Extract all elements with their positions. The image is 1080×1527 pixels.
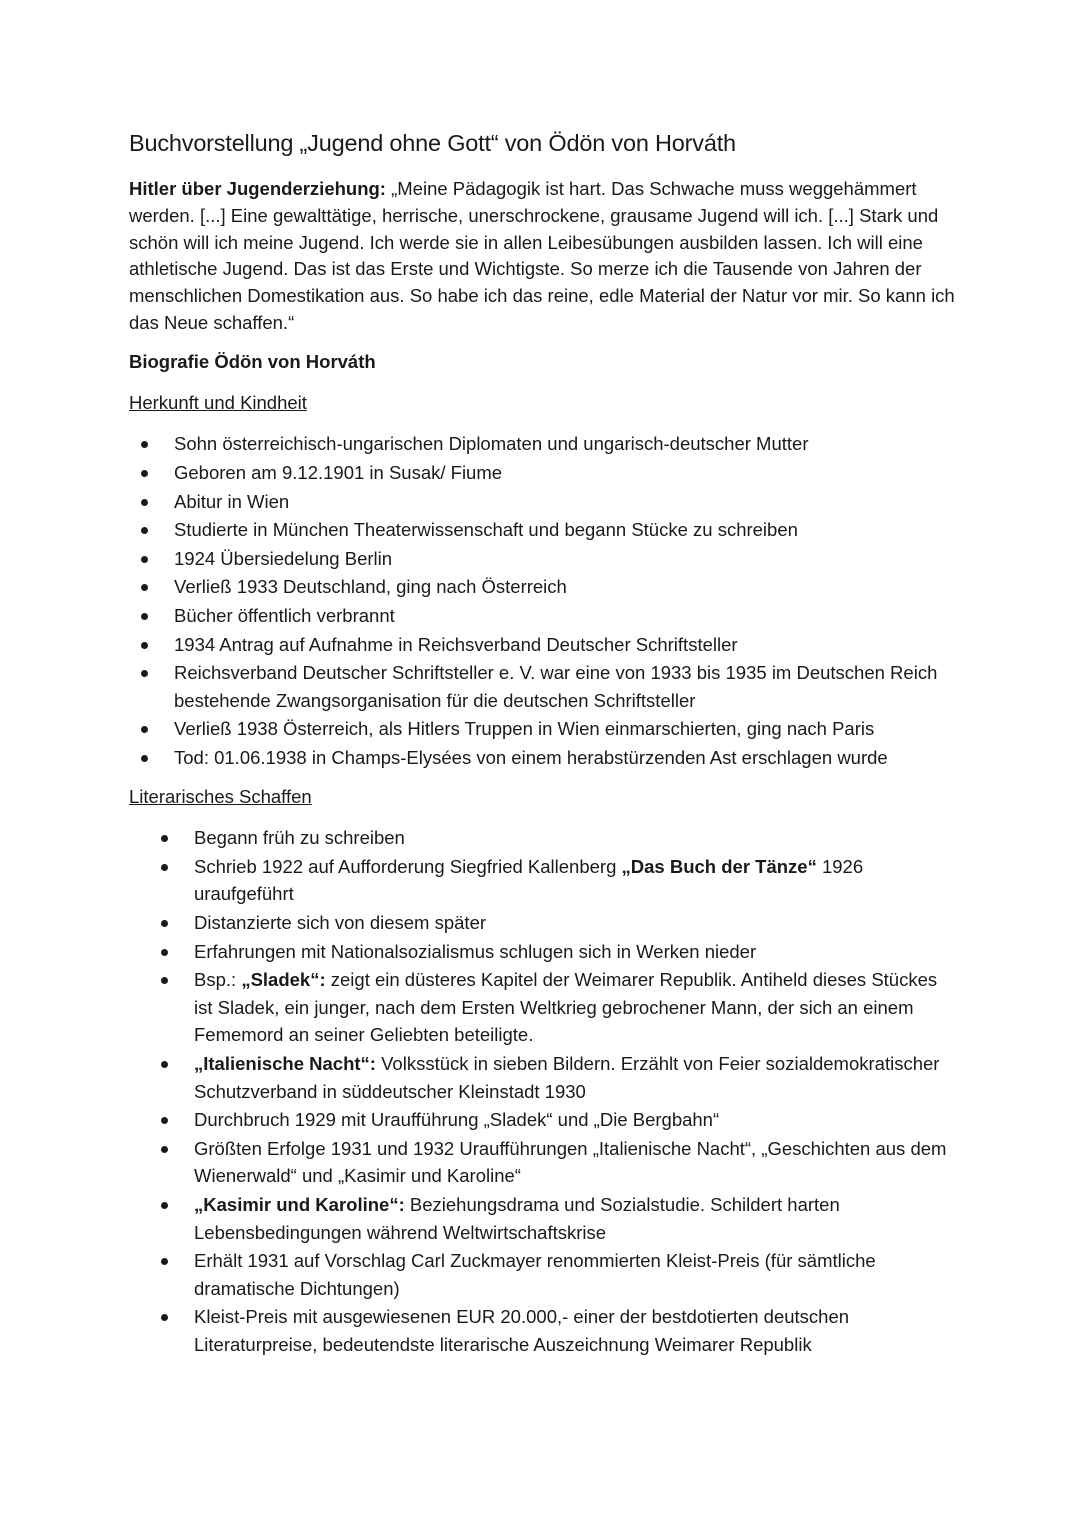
bullet-icon [141,755,148,762]
bullet-icon [161,1258,168,1265]
hitler-quote-paragraph [129,176,959,337]
list-item: „Italienische Nacht“: Volksstück in sieben Bildern. Erzählt von Feier sozialdemokratischer Schutzverband in süddeutscher Kleinstadt 1930 [149,1050,959,1105]
list-item: Distanzierte sich von diesem später [149,909,959,937]
document-title: Buchvorstellung „Jugend ohne Gott“ von Ödön von Horváth [129,130,736,156]
bullet-icon [161,835,168,842]
bullet-icon [161,1117,168,1124]
bullet-icon [161,1146,168,1153]
bullet-icon [141,613,148,620]
literary-list [129,824,959,1358]
bullet-icon [141,470,148,477]
bullet-icon [161,977,168,984]
bullet-icon [141,527,148,534]
list-item: 1934 Antrag auf Aufnahme in Reichsverband Deutscher Schriftsteller [129,631,959,659]
list-item: Größten Erfolge 1931 und 1932 Uraufführungen „Italienische Nacht“, „Geschichten aus dem Wienerwald“ und „Kasimir und Karoline“ [149,1135,959,1190]
list-item: Verließ 1933 Deutschland, ging nach Österreich [129,573,959,601]
list-item: Erhält 1931 auf Vorschlag Carl Zuckmayer renommierten Kleist-Preis (für sämtliche dramatische Dichtungen) [149,1247,959,1302]
list-item: Geboren am 9.12.1901 in Susak/ Fiume [129,459,959,487]
bullet-icon [161,920,168,927]
bullet-icon [141,499,148,506]
bullet-icon [141,556,148,563]
list-item: 1924 Übersiedelung Berlin [129,545,959,573]
list-item: Begann früh zu schreiben [149,824,959,852]
list-item: Studierte in München Theaterwissenschaft und begann Stücke zu schreiben [129,516,959,544]
biography-heading: Biografie Ödön von Horváth [129,350,376,372]
list-item: Sohn österreichisch-ungarischen Diplomaten und ungarisch-deutscher Mutter [129,430,959,458]
origin-list [129,430,959,771]
list-item: Abitur in Wien [129,488,959,516]
bullet-icon [161,949,168,956]
bullet-icon [161,864,168,871]
list-item: Erfahrungen mit Nationalsozialismus schlugen sich in Werken nieder [149,938,959,966]
bullet-icon [141,584,148,591]
quote-label: Hitler über Jugenderziehung: [129,178,386,199]
list-item: Durchbruch 1929 mit Uraufführung „Sladek“ und „Die Bergbahn“ [149,1106,959,1134]
list-item: Bücher öffentlich verbrannt [129,602,959,630]
list-item: „Kasimir und Karoline“: Beziehungsdrama und Sozialstudie. Schildert harten Lebensbedingungen während Weltwirtschaftskrise [149,1191,959,1246]
bullet-icon [141,441,148,448]
bullet-icon [141,642,148,649]
quote-text: „Meine Pädagogik ist hart. Das Schwache muss weggehämmert werden. [...] Eine gewalttätige, herrische, unerschrockene, grausame Jugend will ich. [...] Stark und schön will ich meine Jugend. Ich werde sie in allen Leibesübungen ausbilden lassen. Ich will eine athletische Jugend. Das ist das Erste und Wichtigste. So merze ich die Tausende von Jahren der menschlichen Domestikation aus. So habe ich das reine, edle Material der Natur vor mir. So kann ich das Neue schaffen.“ [129,178,955,333]
list-item: Schrieb 1922 auf Aufforderung Siegfried Kallenberg „Das Buch der Tänze“ 1926 uraufgeführt [149,853,959,908]
origin-heading: Herkunft und Kindheit [129,391,307,413]
bullet-icon [161,1314,168,1321]
literary-heading: Literarisches Schaffen [129,785,312,807]
bullet-icon [141,670,148,677]
list-item: Bsp.: „Sladek“: zeigt ein düsteres Kapitel der Weimarer Republik. Antiheld dieses Stückes ist Sladek, ein junger, nach dem Ersten Weltkrieg gebrochener Mann, der sich an einem Fememord an seiner Geliebten beteiligte. [149,966,959,1049]
bullet-icon [141,726,148,733]
bullet-icon [161,1202,168,1209]
list-item: Kleist-Preis mit ausgewiesenen EUR 20.000,- einer der bestdotierten deutschen Literaturpreise, bedeutendste literarische Auszeichnung Weimarer Republik [149,1303,959,1358]
list-item: Reichsverband Deutscher Schriftsteller e. V. war eine von 1933 bis 1935 im Deutschen Reich bestehende Zwangsorganisation für die deutschen Schriftsteller [129,659,959,714]
list-item: Tod: 01.06.1938 in Champs-Elysées von einem herabstürzenden Ast erschlagen wurde [129,744,959,772]
list-item: Verließ 1938 Österreich, als Hitlers Truppen in Wien einmarschierten, ging nach Paris [129,715,959,743]
document-page [129,126,959,1371]
bullet-icon [161,1061,168,1068]
